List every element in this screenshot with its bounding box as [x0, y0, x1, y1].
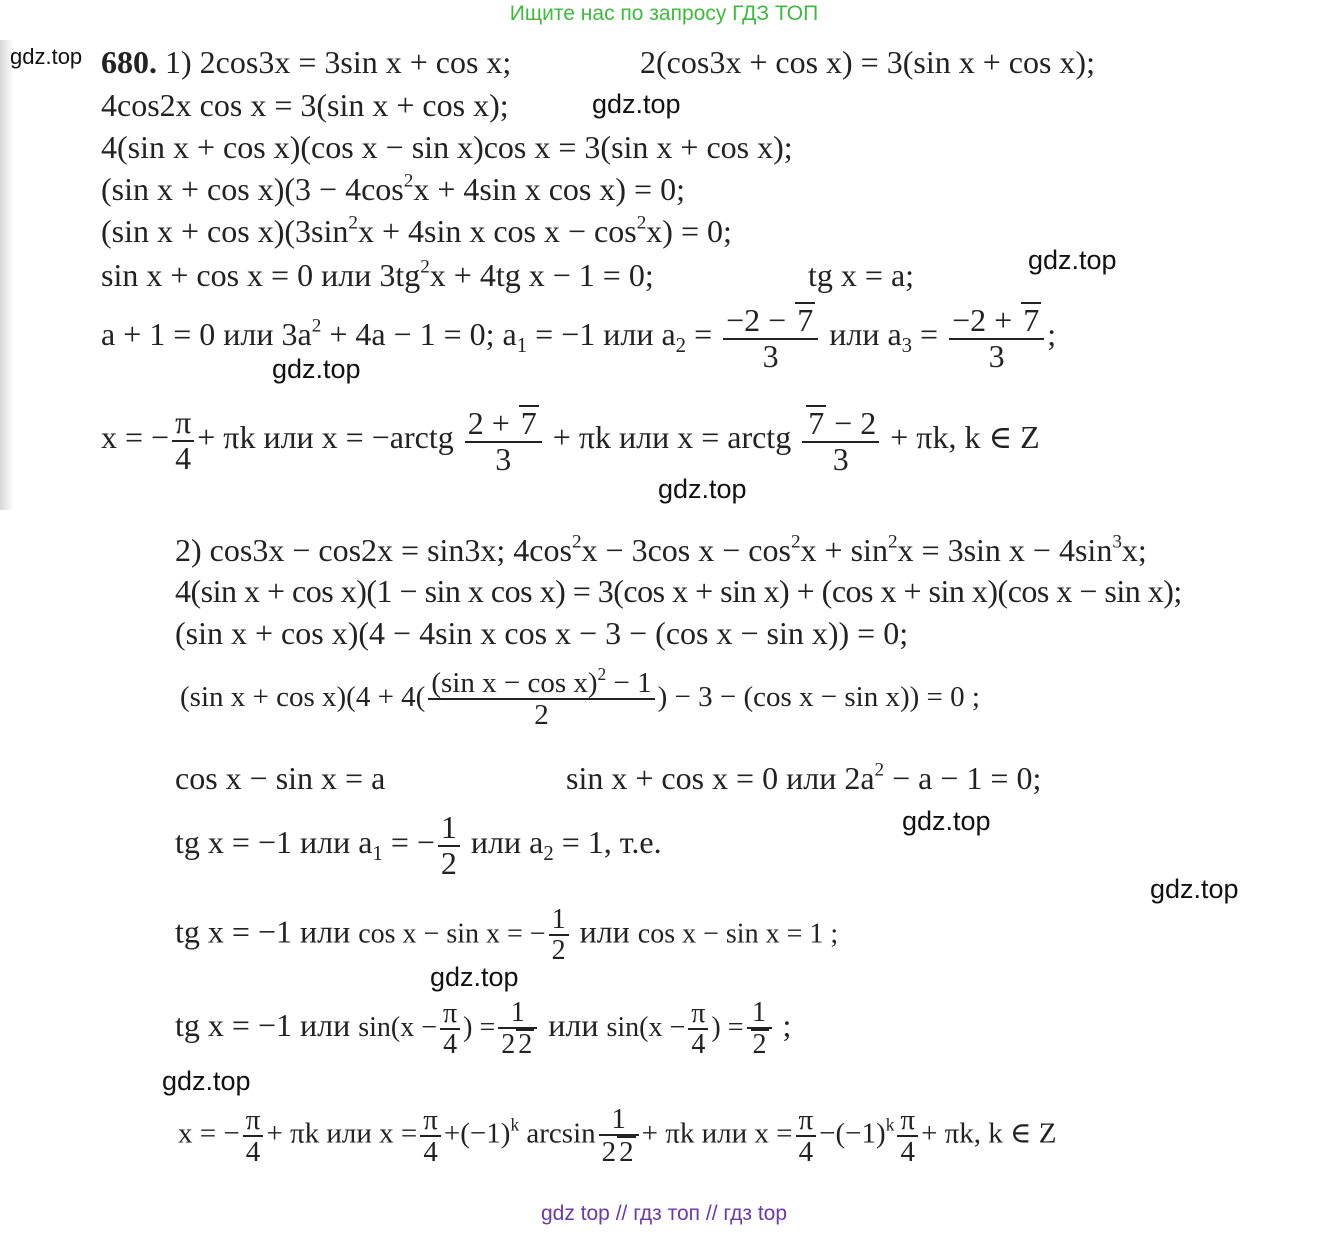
- part1-line-1: [101, 42, 511, 82]
- watermark: gdz.top: [10, 44, 83, 69]
- part2-line-6: tg x = −1 или $a_1$ = − $\frac{1}{2}$ или $a_2 = 1$, т.е.: [175, 809, 662, 881]
- equation-6: sin x + cos x = 0 или $3tg^2x + 4tg$ x − 1 = 0;: [101, 256, 654, 293]
- part2-substitution: cos x − sin x = a: [175, 760, 386, 796]
- equation-8: x = − $\frac{\pi}{4}$ + πk или x = −arctg $\frac{2 + 7}{3}$ + πk или x = arctg $\frac{7 - 2}{3}$ + πk, k ∈ Z: [101, 404, 1040, 477]
- watermark: gdz.top: [272, 354, 361, 384]
- watermark: gdz.top: [430, 962, 519, 992]
- part2-line-4: (sin x + cos x)(4 + 4( $\frac{(\sin x - \cos x)^2 - 1}{2}$ ) − 3 − (cos x − sin x)) = 0 ;: [180, 663, 980, 732]
- watermark: gdz.top: [1150, 874, 1239, 904]
- fraction: $\frac{(\sin x - \cos x)^2 - 1}{2}$: [428, 668, 654, 731]
- part1-label: 1): [165, 44, 192, 80]
- fraction: $\frac{\pi}{4}$: [243, 1105, 264, 1168]
- watermark: gdz.top: [162, 1066, 251, 1096]
- equation-1a: 2cos3x = 3sin x + cos x;: [199, 44, 512, 80]
- footer-links[interactable]: gdz top // гдз топ // гдз top: [540, 1202, 788, 1225]
- watermark: gdz.top: [902, 806, 991, 836]
- fraction: $\frac{\pi}{4}$: [688, 999, 708, 1060]
- fraction: $\frac{1}{2 2}$: [599, 1104, 639, 1168]
- fraction: $\frac{\pi}{4}$: [172, 406, 194, 475]
- fraction: $\frac{-2 + 7}{3}$: [949, 302, 1044, 373]
- fraction: $\frac{2 + 7}{3}$: [465, 405, 542, 476]
- fraction: $\frac{-2 - 7}{3}$: [723, 302, 818, 373]
- part2-label: 2): [175, 532, 202, 568]
- part2-line-5: sin x + cos x = 0 или $2a^2 - a - 1 = 0$;: [566, 759, 1042, 796]
- watermark: gdz.top: [658, 474, 747, 504]
- fraction: $\frac{\pi}{4}$: [897, 1105, 918, 1168]
- top-banner-link[interactable]: Ищите нас по запросу ГДЗ ТОП: [509, 2, 819, 25]
- fraction: $\frac{7 - 2}{3}$: [802, 405, 879, 476]
- fraction: $\frac{1}{2 2}$: [498, 998, 537, 1060]
- equation-5: (sin $x + \cos x)(3\sin^2x + 4\sin$ x $\cos x - \cos^2x) = 0$;: [101, 212, 732, 249]
- part2-line-2: 4(sin x + cos x)(1 − sin x cos x) = 3(cos x + sin x) + (cos x + sin x)(cos x − sin x);: [175, 573, 1182, 609]
- watermark: gdz.top: [1028, 245, 1117, 275]
- watermark: gdz.top: [592, 89, 681, 119]
- equation-3: 4(sin x + cos x)(cos x − sin x)cos x = 3(sin x + cos x);: [101, 129, 793, 165]
- fraction: $\frac{1}{2}$: [549, 905, 569, 966]
- fraction: $\frac{\pi}{4}$: [440, 999, 460, 1060]
- problem-number: 680.: [101, 44, 157, 80]
- equation-2: 4cos2x cos x = 3(sin x + cos x);: [101, 87, 509, 123]
- fraction: $\frac{1}{2}$: [747, 998, 772, 1060]
- part2-line-3: (sin x + cos x)(4 − 4sin x cos x − 3 − (cos x − sin x)) = 0;: [175, 615, 909, 651]
- part2-line-7: tg x = −1 или cos x − sin x = − $\frac{1}{2}$ или cos x − sin x = 1 ;: [175, 904, 839, 967]
- part2-line-9: x = − $\frac{\pi}{4}$ + πk или x = $\frac{\pi}{4}$ $+(-1)^k$ arcsin $\frac{1}{2 2}$ + πk или x = $\frac{\pi}{4}$ $-(-1)^k$ $\frac{\pi}{4}$ + πk, k ∈ Z: [178, 1103, 1057, 1169]
- part2-line-1: 2) cos3x − cos2x = sin3x; $4\cos^2x - 3\cos$ $x - \cos^2x + \sin^2x = 3\sin$ $x - 4\sin^3x$;: [175, 531, 1147, 568]
- scan-edge-shadow: [0, 40, 14, 510]
- equation-1b: 2(cos3x + cos x) = 3(sin x + cos x);: [640, 44, 1095, 80]
- equation-4: (sin $x + \cos x)(3 - 4\cos^2x + 4\sin$ x cos x) = 0;: [101, 170, 685, 207]
- equation-7: a + 1 = 0 или $3a^2 + 4a - 1 = 0$; $a_1 = -1$ или $a_2$ = $\frac{-2 - 7}{3}$ или $a_3$ = $\frac{-2 + 7}{3}$ ;: [101, 302, 1057, 374]
- substitution: tg x = a;: [808, 257, 915, 293]
- fraction: $\frac{\pi}{4}$: [420, 1105, 441, 1168]
- fraction: $\frac{\pi}{4}$: [796, 1105, 817, 1168]
- part2-line-8: tg x = −1 или sin(x − $\frac{\pi}{4}$ ) = $\frac{1}{2 2}$ или sin(x − $\frac{\pi}{4}$ ) = $\frac{1}{2}$ ;: [175, 997, 792, 1061]
- fraction: $\frac{1}{2}$: [438, 811, 460, 880]
